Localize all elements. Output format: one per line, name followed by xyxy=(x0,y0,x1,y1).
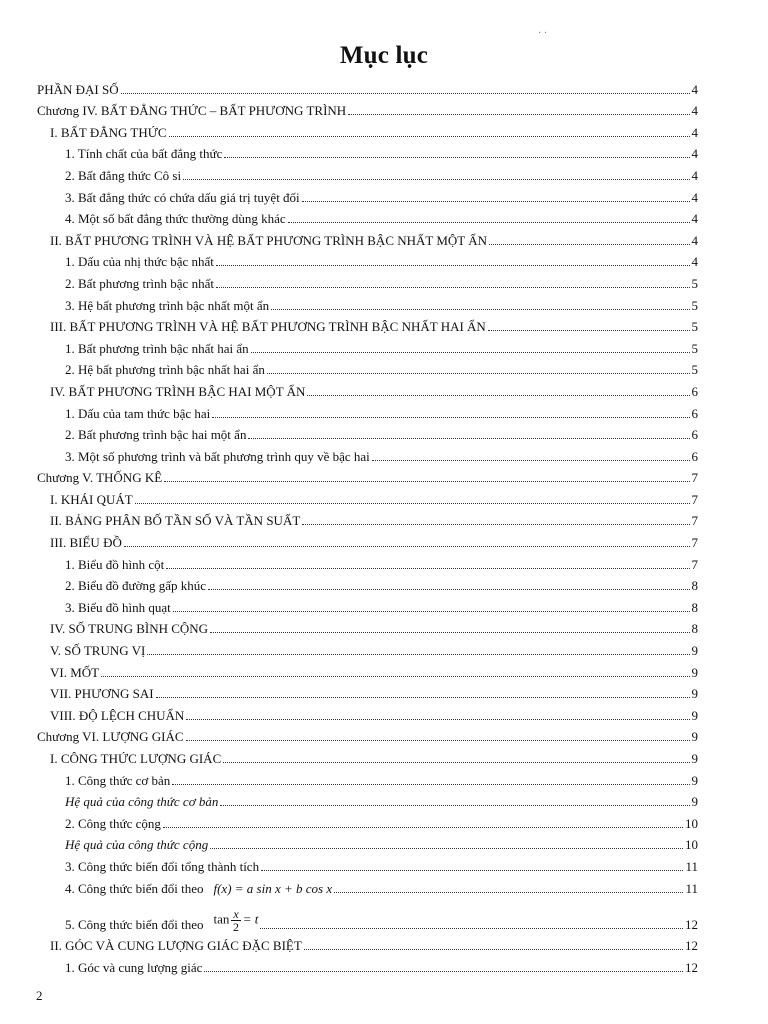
toc-entry-page: 4 xyxy=(691,254,698,270)
toc-entry-page: 5 xyxy=(691,340,698,356)
toc-entry-label: Chương IV. BẤT ĐẲNG THỨC – BẤT PHƯƠNG TRÌNH xyxy=(37,103,347,119)
formula-function: tan xyxy=(213,911,230,927)
dot-leader xyxy=(173,611,690,612)
dot-leader xyxy=(169,136,690,137)
toc-entry-label: III. BẤT PHƯƠNG TRÌNH VÀ HỆ BẤT PHƯƠNG TRÌNH BẬC NHẤT HAI ẨN xyxy=(50,319,486,335)
toc-entry-page: 5 xyxy=(691,319,698,335)
toc-entry-label: 3. Bất đẳng thức có chứa dấu giá trị tuyệt đối xyxy=(65,189,300,205)
toc-entry-page: 4 xyxy=(691,232,698,248)
toc-entry-label: II. GÓC VÀ CUNG LƯỢNG GIÁC ĐẶC BIỆT xyxy=(50,938,302,954)
dot-leader xyxy=(210,632,689,633)
toc-entry-label: 2. Bất phương trình bậc nhất xyxy=(65,275,214,291)
toc-entry-page: 4 xyxy=(691,146,698,162)
toc-entry-page: 12 xyxy=(685,938,698,954)
formula-rhs: = t xyxy=(242,911,259,927)
dot-leader xyxy=(166,568,689,569)
toc-entry-page: 6 xyxy=(691,427,698,443)
toc-entry-page: 7 xyxy=(691,556,698,572)
dot-leader xyxy=(224,157,689,158)
dot-leader xyxy=(223,762,689,763)
dot-leader xyxy=(121,93,690,94)
toc-entry[interactable] xyxy=(37,573,698,595)
toc-entry[interactable] xyxy=(37,249,698,271)
toc-entry-label: VI. MỐT xyxy=(50,664,100,680)
toc-entry-page: 4 xyxy=(691,124,698,140)
dot-leader xyxy=(267,373,690,374)
toc-entry-label: 1. Góc và cung lượng giác xyxy=(65,959,203,975)
toc-entry[interactable] xyxy=(37,551,698,573)
dot-leader xyxy=(164,481,689,482)
toc-entry[interactable] xyxy=(37,875,698,897)
toc-entry[interactable] xyxy=(37,933,698,955)
dot-leader xyxy=(304,949,683,950)
toc-entry[interactable] xyxy=(37,745,698,767)
toc-entry[interactable] xyxy=(37,400,698,422)
toc-entry-page: 7 xyxy=(691,535,698,551)
toc-entry[interactable] xyxy=(37,98,698,120)
toc-entry-label: 4. Công thức biến đổi theo xyxy=(65,880,204,896)
toc-entry[interactable] xyxy=(37,637,698,659)
dot-leader xyxy=(334,892,683,893)
toc-entry-page: 5 xyxy=(691,275,698,291)
toc-entry-page: 12 xyxy=(685,916,698,932)
toc-entry[interactable] xyxy=(37,810,698,832)
toc-entry[interactable] xyxy=(37,422,698,444)
toc-entry[interactable] xyxy=(37,141,698,163)
toc-entry-label: IV. BẤT PHƯƠNG TRÌNH BẬC HAI MỘT ẨN xyxy=(50,383,306,399)
dot-leader xyxy=(216,265,690,266)
toc-entry[interactable] xyxy=(37,832,698,854)
toc-entry-label: 1. Bất phương trình bậc nhất hai ẩn xyxy=(65,340,249,356)
fraction-numerator: x xyxy=(233,906,239,921)
toc-entry[interactable] xyxy=(37,486,698,508)
toc-entry[interactable] xyxy=(37,897,698,933)
toc-entry[interactable] xyxy=(37,616,698,638)
dot-leader xyxy=(163,827,683,828)
dot-leader xyxy=(216,287,690,288)
toc-entry[interactable] xyxy=(37,767,698,789)
toc-entry-page: 9 xyxy=(691,794,698,810)
toc-entry[interactable] xyxy=(37,184,698,206)
fraction-denominator: 2 xyxy=(233,919,240,934)
toc-entry[interactable] xyxy=(37,119,698,141)
toc-entry-page: 7 xyxy=(691,513,698,529)
page-number: 2 xyxy=(36,988,43,1003)
toc-entry-page: 11 xyxy=(685,858,698,874)
toc-entry-label: 3. Công thức biến đổi tổng thành tích xyxy=(65,858,260,874)
toc-entry[interactable] xyxy=(37,702,698,724)
toc-entry-page: 8 xyxy=(691,578,698,594)
toc-entry-label: IV. SỐ TRUNG BÌNH CỘNG xyxy=(50,621,209,637)
dot-leader xyxy=(172,784,689,785)
toc-entry-label: 2. Biểu đồ đường gấp khúc xyxy=(65,578,207,594)
dot-leader xyxy=(210,848,683,849)
toc-entry[interactable] xyxy=(37,357,698,379)
toc-entry-label: PHẦN ĐẠI SỐ xyxy=(37,81,119,97)
toc-entry-label: Chương VI. LƯỢNG GIÁC xyxy=(37,729,184,745)
dot-leader xyxy=(147,654,689,655)
toc-entry-page: 5 xyxy=(691,362,698,378)
table-of-contents xyxy=(37,76,698,976)
toc-entry[interactable] xyxy=(37,529,698,551)
toc-entry[interactable] xyxy=(37,335,698,357)
toc-entry-page: 9 xyxy=(691,751,698,766)
dot-leader xyxy=(288,222,690,223)
toc-entry[interactable] xyxy=(37,76,698,98)
dot-leader xyxy=(251,352,690,353)
dot-leader xyxy=(302,201,690,202)
toc-entry[interactable] xyxy=(37,681,698,703)
toc-entry-page: 5 xyxy=(691,297,698,313)
toc-entry-label: I. KHÁI QUÁT xyxy=(50,491,133,507)
dot-leader xyxy=(260,928,683,929)
dot-leader xyxy=(348,114,689,115)
toc-entry-label: III. BIỂU ĐỒ xyxy=(50,535,122,551)
dot-leader xyxy=(248,438,689,439)
toc-entry-label: 5. Công thức biến đổi theo xyxy=(65,916,204,932)
toc-entry-page: 4 xyxy=(691,167,698,183)
toc-entry-label: VII. PHƯƠNG SAI xyxy=(50,686,154,702)
toc-entry[interactable] xyxy=(37,314,698,336)
toc-entry[interactable] xyxy=(37,853,698,875)
toc-entry-page: 10 xyxy=(685,815,698,831)
dot-leader xyxy=(135,503,690,504)
toc-entry-label: 2. Hệ bất phương trình bậc nhất hai ẩn xyxy=(65,362,265,378)
toc-entry-formula xyxy=(213,908,258,933)
toc-entry-label: 1. Công thức cơ bản xyxy=(65,772,171,788)
dot-leader xyxy=(156,697,690,698)
toc-entry-page: 4 xyxy=(691,81,698,97)
toc-entry-label: 2. Công thức cộng xyxy=(65,815,161,831)
toc-entry-label: 1. Biểu đồ hình cột xyxy=(65,556,165,572)
dot-leader xyxy=(124,546,690,547)
toc-entry-page: 8 xyxy=(691,599,698,615)
toc-entry-label: V. SỐ TRUNG VỊ xyxy=(50,643,146,659)
toc-entry-page: 9 xyxy=(691,643,698,659)
dot-leader xyxy=(208,589,689,590)
toc-entry[interactable] xyxy=(37,508,698,530)
page-title: Mục lục xyxy=(339,42,429,69)
dot-leader xyxy=(372,460,690,461)
toc-entry-page: 8 xyxy=(691,621,698,637)
toc-entry-label: 4. Một số bất đẳng thức thường dùng khác xyxy=(65,211,286,227)
toc-entry[interactable] xyxy=(37,292,698,314)
toc-entry-page: 6 xyxy=(691,448,698,464)
toc-entry[interactable] xyxy=(37,789,698,811)
toc-entry-page: 6 xyxy=(691,383,698,399)
toc-entry-page: 9 xyxy=(691,729,698,745)
toc-entry-page: 7 xyxy=(691,470,698,486)
toc-entry-label: Hệ quả của công thức cộng xyxy=(65,837,209,853)
toc-entry-page: 6 xyxy=(691,405,698,421)
toc-entry-page: 4 xyxy=(691,211,698,227)
dot-leader xyxy=(489,244,689,245)
toc-entry-label: Hệ quả của công thức cơ bản xyxy=(65,794,219,810)
dot-leader xyxy=(220,805,689,806)
toc-entry-page: 10 xyxy=(685,837,698,853)
toc-entry-page: 12 xyxy=(685,959,698,975)
toc-entry-page: 9 xyxy=(691,664,698,680)
toc-entry-label: 3. Hệ bất phương trình bậc nhất một ẩn xyxy=(65,297,270,313)
toc-entry-label: Chương V. THỐNG KÊ xyxy=(37,470,163,486)
toc-entry-label: 1. Dấu của tam thức bậc hai xyxy=(65,405,211,421)
dot-leader xyxy=(186,740,690,741)
toc-entry-label: 1. Dấu của nhị thức bậc nhất xyxy=(65,254,214,270)
toc-entry-label: I. CÔNG THỨC LƯỢNG GIÁC xyxy=(50,751,222,766)
toc-entry[interactable] xyxy=(37,162,698,184)
toc-entry[interactable] xyxy=(37,378,698,400)
dot-leader xyxy=(183,179,689,180)
toc-entry-page: 11 xyxy=(685,880,698,896)
toc-entry-page: 9 xyxy=(691,686,698,702)
dot-leader xyxy=(212,417,689,418)
dot-leader xyxy=(101,676,689,677)
toc-entry-label: II. BẢNG PHÂN BỐ TẦN SỐ VÀ TẦN SUẤT xyxy=(50,513,301,529)
dot-leader xyxy=(261,870,683,871)
toc-entry[interactable] xyxy=(37,443,698,465)
dot-leader xyxy=(271,309,689,310)
formula-fraction xyxy=(231,908,240,933)
toc-entry-page: 7 xyxy=(691,491,698,507)
toc-entry-page: 4 xyxy=(691,103,698,119)
toc-entry-formula: f(x) = a sin x + b cos x xyxy=(213,880,333,896)
toc-entry-label: 3. Biểu đồ hình quạt xyxy=(65,599,171,615)
toc-entry[interactable] xyxy=(37,954,698,976)
toc-entry[interactable] xyxy=(37,724,698,746)
dot-leader xyxy=(302,524,689,525)
toc-entry-label: 3. Một số phương trình và bất phương trình quy về bậc hai xyxy=(65,448,370,464)
toc-entry-page: 4 xyxy=(691,189,698,205)
toc-entry[interactable] xyxy=(37,465,698,487)
toc-entry[interactable] xyxy=(37,594,698,616)
toc-entry-page: 9 xyxy=(691,772,698,788)
toc-entry[interactable] xyxy=(37,206,698,228)
toc-entry[interactable] xyxy=(37,659,698,681)
dot-leader xyxy=(488,330,690,331)
corner-mark: · · xyxy=(538,28,548,39)
toc-entry-label: VIII. ĐỘ LỆCH CHUẨN xyxy=(50,707,185,723)
toc-entry[interactable] xyxy=(37,270,698,292)
dot-leader xyxy=(307,395,689,396)
dot-leader xyxy=(186,719,689,720)
toc-entry-label: 2. Bất phương trình bậc hai một ẩn xyxy=(65,427,247,443)
toc-entry[interactable] xyxy=(37,227,698,249)
toc-entry-page: 9 xyxy=(691,707,698,723)
toc-entry-label: I. BẤT ĐẲNG THỨC xyxy=(50,124,167,140)
toc-entry-label: II. BẤT PHƯƠNG TRÌNH VÀ HỆ BẤT PHƯƠNG TRÌNH BẬC NHẤT MỘT ẨN xyxy=(50,232,488,248)
dot-leader xyxy=(204,971,683,972)
toc-entry-label: 2. Bất đẳng thức Cô si xyxy=(65,167,182,183)
toc-entry-label: 1. Tính chất của bất đẳng thức xyxy=(65,146,223,162)
